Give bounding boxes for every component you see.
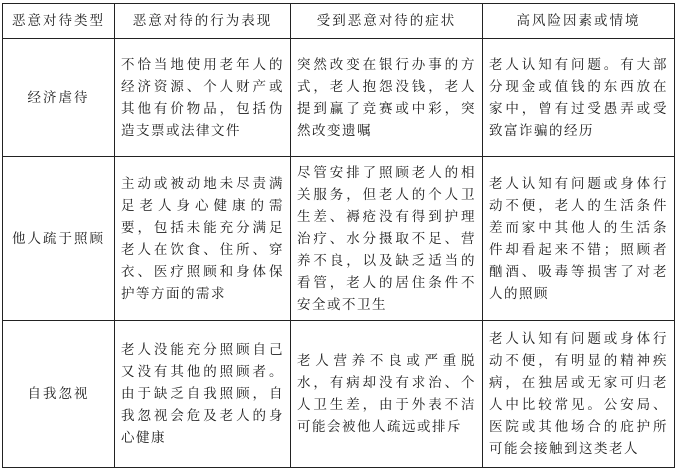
table-header-row	[3, 4, 675, 39]
row-risk-cell: 老人认知有问题或身体行动不便，老人的生活条件差而家中其他人的生活条件却看起来不错；照顾者酗酒、吸毒等损害了对老人的照顾	[483, 157, 675, 321]
elder-mistreatment-table	[2, 3, 675, 468]
header-type: 恶意对待类型	[3, 4, 115, 39]
table-row	[3, 39, 675, 157]
row-behavior-cell: 老人没能充分照顾自己又没有其他的照顾者。由于缺乏自我照顾，自我忽视会危及老人的身心健康	[115, 321, 291, 468]
row-symptoms-cell: 尽管安排了照顾老人的相关服务，但老人的个人卫生差、褥疮没有得到护理治疗、水分摄取不足、营养不良，以及缺乏适当的看管，老人的居住条件不安全或不卫生	[291, 157, 483, 321]
row-behavior-cell: 主动或被动地未尽责满足老人身心健康的需要，包括未能充分满足老人在饮食、住所、穿衣、医疗照顾和身体保护等方面的需求	[115, 157, 291, 321]
row-type-cell: 经济虐待	[3, 39, 115, 157]
row-risk-cell: 老人认知有问题。有大部分现金或值钱的东西放在家中，曾有过受愚弄或受致富诈骗的经历	[483, 39, 675, 157]
header-behavior: 恶意对待的行为表现	[115, 4, 291, 39]
row-type-cell: 他人疏于照顾	[3, 157, 115, 321]
row-type-cell: 自我忽视	[3, 321, 115, 468]
row-symptoms-cell: 老人营养不良或严重脱水，有病却没有求治、个人卫生差，由于外表不洁可能会被他人疏远或排斥	[291, 321, 483, 468]
row-risk-cell: 老人认知有问题或身体行动不便，有明显的精神疾病，在独居或无家可归老人中比较常见。公安局、医院或其他场合的庇护所可能会接触到这类老人	[483, 321, 675, 468]
table-row	[3, 157, 675, 321]
table-row	[3, 321, 675, 468]
header-risk: 高风险因素或情境	[483, 4, 675, 39]
row-behavior-cell: 不恰当地使用老年人的经济资源、个人财产或其他有价物品，包括伪造支票或法律文件	[115, 39, 291, 157]
header-symptoms: 受到恶意对待的症状	[291, 4, 483, 39]
row-symptoms-cell: 突然改变在银行办事的方式，老人抱怨没钱，老人提到赢了竞赛或中彩，突然改变遗嘱	[291, 39, 483, 157]
